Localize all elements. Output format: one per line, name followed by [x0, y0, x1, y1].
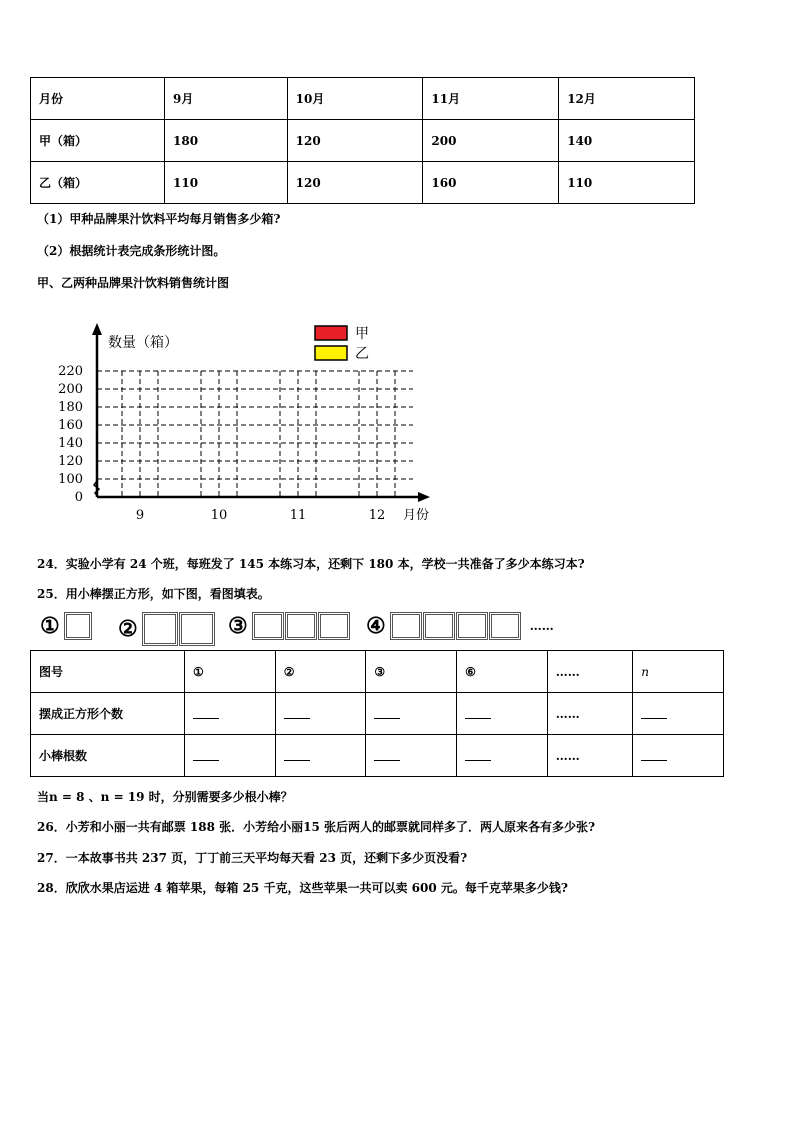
stick-square [64, 612, 92, 640]
question-26: 26．小芳和小丽一共有邮票 188 张．小芳给小丽15 张后两人的邮票就同样多了．两人原来各有多少张? [37, 820, 596, 834]
stick-square [318, 612, 350, 640]
stick-square [390, 612, 422, 640]
figure-number: ② [118, 616, 138, 642]
stick-square [142, 612, 178, 646]
cell: …… [547, 693, 633, 735]
y-tick-label: 180 [58, 400, 83, 415]
table-row [31, 693, 724, 735]
cell: 110 [165, 162, 288, 204]
cell: 110 [559, 162, 695, 204]
header-cell: 11月 [423, 78, 559, 120]
answer-blank[interactable] [457, 693, 548, 735]
legend-swatch [315, 346, 347, 360]
row-label: 乙（箱） [31, 162, 165, 204]
y-tick-label: 100 [58, 472, 83, 487]
header-cell: ③ [366, 651, 457, 693]
header-cell: …… [547, 651, 633, 693]
header-cell: ② [275, 651, 366, 693]
figure-4 [366, 612, 554, 640]
y-tick-label: 220 [58, 364, 83, 379]
y-tick-label: 140 [58, 436, 83, 451]
cell: 120 [287, 120, 423, 162]
y-axis-arrow-icon [92, 323, 102, 335]
figure-number: ③ [228, 613, 248, 639]
answer-blank[interactable] [633, 735, 724, 777]
answer-blank[interactable] [457, 735, 548, 777]
cell: 200 [423, 120, 559, 162]
row-label: 甲（箱） [31, 120, 165, 162]
legend-swatch [315, 326, 347, 340]
bar-chart [0, 0, 794, 540]
header-cell: n [633, 651, 724, 693]
y-tick-label: 200 [58, 382, 83, 397]
row-label: 摆成正方形个数 [31, 693, 185, 735]
figure-number: ① [40, 613, 60, 639]
stick-square [423, 612, 455, 640]
figure-1 [40, 612, 89, 640]
y-tick-label: 120 [58, 454, 83, 469]
x-tick-label: 11 [289, 508, 307, 523]
x-axis-label: 月份 [403, 508, 430, 523]
figure-ellipsis: …… [529, 619, 554, 633]
answer-blank[interactable] [633, 693, 724, 735]
header-cell: 月份 [31, 78, 165, 120]
x-tick-label: 12 [368, 508, 386, 523]
legend-label: 甲 [355, 326, 369, 342]
answer-blank[interactable] [366, 693, 457, 735]
header-cell: 9月 [165, 78, 288, 120]
chart-title: 甲、乙两种品牌果汁饮料销售统计图 [37, 276, 230, 290]
answer-blank[interactable] [275, 735, 366, 777]
table-row [31, 735, 724, 777]
figure-number: ④ [366, 613, 386, 639]
answer-blank[interactable] [185, 693, 276, 735]
stick-square [285, 612, 317, 640]
x-tick-label: 10 [210, 508, 228, 523]
x-axis-arrow-icon [418, 492, 430, 502]
q23-sub2: （2）根据统计表完成条形统计图。 [37, 244, 226, 258]
answer-blank[interactable] [366, 735, 457, 777]
header-cell: ⑥ [457, 651, 548, 693]
answer-blank[interactable] [185, 735, 276, 777]
sticks-table [30, 650, 724, 777]
y-axis-label: 数量（箱） [108, 335, 178, 351]
stick-square [456, 612, 488, 640]
question-24: 24．实验小学有 24 个班，每班发了 145 本练习本，还剩下 180 本，学校一共准备了多少本练习本? [37, 557, 585, 571]
header-cell: 10月 [287, 78, 423, 120]
cell: 180 [165, 120, 288, 162]
header-cell: 12月 [559, 78, 695, 120]
answer-blank[interactable] [275, 693, 366, 735]
figure-2 [118, 612, 212, 646]
question-25: 25．用小棒摆正方形，如下图，看图填表。 [37, 587, 270, 601]
cell: …… [547, 735, 633, 777]
question-27: 27．一本故事书共 237 页，丁丁前三天平均每天看 23 页，还剩下多少页没看? [37, 851, 468, 865]
header-cell: ① [185, 651, 276, 693]
cell: 140 [559, 120, 695, 162]
stick-square [179, 612, 215, 646]
cell: 120 [287, 162, 423, 204]
figure-3 [228, 612, 347, 640]
y-tick-label: 0 [74, 490, 83, 505]
row-label: 小棒根数 [31, 735, 185, 777]
x-tick-label: 9 [135, 508, 145, 523]
stick-square [489, 612, 521, 640]
y-tick-label: 160 [58, 418, 83, 433]
table-header-row [31, 651, 724, 693]
stick-square [252, 612, 284, 640]
q23-sub1: （1）甲种品牌果汁饮料平均每月销售多少箱? [37, 212, 281, 226]
cell: 160 [423, 162, 559, 204]
question-28: 28．欣欣水果店运进 4 箱苹果，每箱 25 千克，这些苹果一共可以卖 600 元。每千克苹果多少钱? [37, 881, 568, 895]
header-cell: 图号 [31, 651, 185, 693]
q25-followup: 当n = 8 、n = 19 时，分别需要多少根小棒？ [37, 790, 293, 804]
legend-label: 乙 [355, 346, 369, 362]
